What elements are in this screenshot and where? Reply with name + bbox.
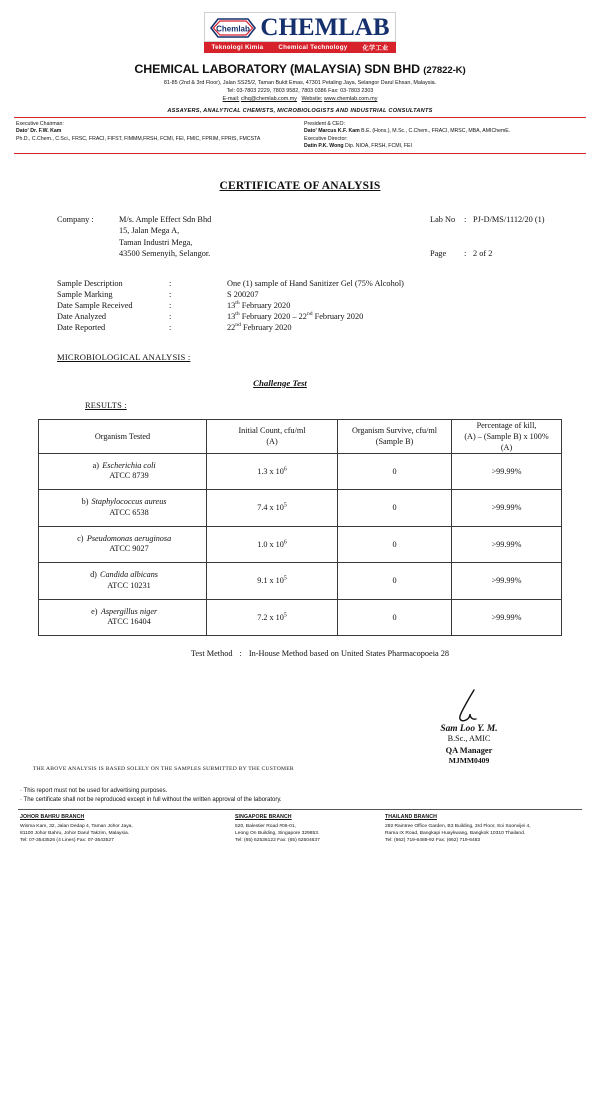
row-kill: >99.99% [452, 490, 562, 527]
officers-right-column [296, 121, 584, 151]
date-analyzed-label: Date Analyzed [57, 312, 107, 322]
date-received-label: Date Sample Received [57, 301, 133, 311]
company-name-heading [0, 62, 600, 76]
customer-and-meta-block [0, 214, 600, 260]
date-reported-colon: : [169, 323, 172, 333]
company-name-text: CHEMICAL LABORATORY (MALAYSIA) SDN BHD [134, 62, 420, 76]
chemlab-hexagon-icon [210, 17, 256, 39]
customer-address-line-4: 43500 Semenyih, Selangor. [119, 249, 211, 259]
row-initial-count [207, 453, 338, 490]
sample-marking-colon: : [169, 289, 172, 299]
branch-johor-bahru [20, 814, 235, 844]
branch-thailand-line-3: Tel: (662) 719-6488-92 Fax: (662) 719-6483 [385, 838, 481, 844]
header-kill-numerator: (A) – (Sample B) [464, 431, 522, 441]
row-kill: >99.99% [452, 563, 562, 600]
date-analyzed-colon: : [169, 312, 172, 322]
branch-singapore-line-3: Tel: (65) 62536122 Fax: (65) 62504637 [235, 838, 320, 844]
row-index: e) [91, 606, 98, 616]
header-kill-multiplier: x 100% [521, 431, 549, 441]
signatory-qualifications: B.Sc., AMIC [447, 734, 491, 743]
date-reported-month-year: February 2020 [240, 323, 292, 333]
signatory-role: QA Manager [445, 745, 493, 755]
row-initial-mantissa: 1.3 x 10 [257, 466, 284, 476]
row-organism-cell [39, 526, 207, 563]
logo-wordmark-text: CHEMLAB [260, 14, 390, 41]
row-atcc: ATCC 6538 [109, 507, 149, 517]
website-address[interactable]: www.chemlab.com.my [323, 96, 378, 103]
header-initial-count-line1: Initial Count, cfu/ml [238, 426, 306, 436]
logo-band-english: Chemical Technology [278, 44, 348, 51]
company-field-label: Company : [57, 214, 94, 224]
row-initial-exponent: 5 [283, 575, 287, 582]
company-registration-number: (27822-K) [423, 65, 466, 76]
executive-director-quals: Dip. NIOA, FRSH, FCMI, FEI [345, 143, 412, 150]
officers-block [0, 118, 600, 151]
row-species: Staphylococcus aureus [91, 497, 167, 507]
row-organism-cell [39, 453, 207, 490]
row-index: d) [90, 570, 97, 580]
row-species: Aspergillus niger [100, 606, 158, 616]
president-ceo-quals: B.E. (Hons.), M.Sc., C.Chem., FRACI, MRSC, MBA, AMIChemE. [361, 128, 511, 135]
date-analyzed-end-month-year: February 2020 [312, 312, 364, 322]
company-email-website-line [0, 95, 600, 103]
branch-thailand [385, 814, 586, 844]
row-initial-mantissa: 1.0 x 10 [257, 539, 284, 549]
row-initial-count [207, 563, 338, 600]
row-initial-mantissa: 9.1 x 10 [257, 576, 284, 586]
disclaimer-line-2: · The certificate shall not be reproduced except in full without the written approval of the laboratory. [20, 797, 282, 804]
header-kill-line1: Percentage of kill, [476, 420, 537, 430]
section-heading-microbiological-analysis: MICROBIOLOGICAL ANALYSIS : [57, 351, 191, 362]
test-method-value: In-House Method based on United States Pharmacopoeia 28 [248, 649, 450, 659]
row-initial-count [207, 526, 338, 563]
row-initial-exponent: 5 [283, 502, 287, 509]
date-reported-ordinal: nd [235, 322, 241, 329]
sample-description-label: Sample Description [57, 278, 123, 288]
challenge-test-title: Challenge Test [253, 377, 307, 388]
row-kill: >99.99% [452, 599, 562, 636]
row-initial-exponent: 6 [283, 539, 287, 546]
certificate-page [0, 12, 600, 860]
branch-johor-bahru-line-3: Tel: 07-3543526 (4 Lines) Fax: 07-3543527 [20, 838, 114, 844]
company-street-address: 81-85 (2nd & 3rd Floor), Jalan SS25/2, Taman Bukit Emas, 47301 Petaling Jaya, Selangor Darul Ehsan, Malaysia. [163, 80, 437, 86]
lab-no-colon: : [464, 214, 467, 224]
above-analysis-statement: THE ABOVE ANALYSIS IS BASED SOLELY ON THE SAMPLES SUBMITTED BY THE CUSTOMER [33, 766, 294, 772]
executive-director-line [304, 143, 584, 151]
row-species: Candida albicans [100, 570, 158, 580]
date-analyzed-end-ordinal: nd [306, 311, 313, 318]
signatory-id: MJMM0409 [448, 755, 490, 765]
executive-director-title: Executive Director: [304, 135, 348, 142]
sample-marking-value: S 200207 [227, 289, 259, 299]
page-label: Page [430, 248, 447, 258]
row-atcc: ATCC 8739 [109, 471, 149, 481]
date-reported-day: 22 [227, 323, 236, 333]
branch-offices-block [20, 814, 586, 844]
row-initial-mantissa: 7.2 x 10 [257, 612, 284, 622]
lab-no-label: Lab No [430, 214, 456, 224]
customer-address-line-3: Taman Industri Mega, [119, 237, 193, 247]
branch-singapore-title: SINGAPORE BRANCH [235, 814, 292, 820]
executive-chairman-name: Dato' Dr. F.W. Kam [16, 128, 62, 135]
executive-chairman-quals: Ph.D., C.Chem., C.Sci., FRSC, FRACI, FIFST, FIMMM,FRSH, FCMI, FEI, FMIC, FPRIM, FPRIS, FMCSTA [16, 135, 261, 142]
header-organism-tested: Organism Tested [39, 419, 207, 453]
page-title: CERTIFICATE OF ANALYSIS [219, 179, 381, 192]
branch-singapore-line-2: Leong On Building, Singapore 329853. [235, 831, 320, 837]
row-survive: 0 [338, 526, 452, 563]
executive-director-name: Datin P.K. Wong [304, 143, 344, 150]
branch-johor-bahru-title: JOHOR BAHRU BRANCH [20, 814, 85, 820]
lab-no-value: PJ-D/MS/1112/20 (1) [473, 214, 545, 224]
date-received-month-year: February 2020 [239, 301, 291, 311]
row-initial-count [207, 490, 338, 527]
header-organism-survive-line2: (Sample B) [375, 437, 414, 447]
test-method-label: Test Method [190, 649, 233, 659]
logo-tagline-band [204, 42, 396, 53]
company-logo [204, 12, 396, 53]
president-ceo-line [304, 128, 584, 136]
header-kill-denominator: (A) [500, 442, 513, 452]
row-index: a) [92, 460, 99, 470]
company-tagline: ASSAYERS, ANALYTICAL CHEMISTS, MICROBIOLOGISTS AND INDUSTRIAL CONSULTANTS [167, 107, 433, 114]
date-analyzed-start-day: 13 [227, 312, 236, 322]
row-organism-cell [39, 599, 207, 636]
email-address[interactable]: clhq@chemlab.com.my [240, 96, 297, 103]
handwritten-signature-icon [394, 688, 544, 726]
signatory-name: Sam Loo Y. M. [440, 724, 498, 734]
email-label: E-mail: [222, 96, 240, 103]
signature-block [394, 688, 544, 766]
page-row [430, 248, 600, 1096]
customer-address-line-2: 15, Jalan Mega A, [119, 226, 180, 236]
branch-johor-bahru-line-1: Wisma Kam, 32, Jalan Dedap 4, Taman Johor Jaya, [20, 824, 133, 830]
row-initial-count [207, 599, 338, 636]
customer-address-line-1: M/s. Ample Effect Sdn Bhd [119, 214, 212, 224]
lab-meta-block [430, 214, 580, 1096]
row-survive: 0 [338, 563, 452, 600]
row-atcc: ATCC 10231 [107, 580, 151, 590]
svg-text:Chemlab: Chemlab [216, 23, 251, 33]
header-initial-count-line2: (A) [266, 437, 278, 447]
date-received-colon: : [169, 301, 172, 311]
row-organism-cell [39, 490, 207, 527]
branch-singapore-line-1: 520, Balestier Road #06-01, [235, 824, 296, 830]
header-organism-survive-line1: Organism Survive, cfu/ml [351, 426, 438, 436]
president-ceo-title: President & CEO: [304, 120, 345, 127]
header-initial-count [207, 419, 338, 453]
date-reported-label: Date Reported [57, 323, 106, 333]
sample-description-colon: : [169, 278, 172, 288]
date-received-day: 13 [227, 301, 236, 311]
branch-singapore [235, 814, 385, 844]
website-label: Website: [301, 96, 323, 103]
branch-thailand-line-1: 282 Raintree Office Garden, B3 Building, 3rd Floor, Soi Soonvijei 4, [385, 824, 531, 830]
logo-wordmark-row [204, 12, 396, 42]
row-organism-cell [39, 563, 207, 600]
logo-band-chinese: 化学工业 [362, 45, 389, 52]
executive-chairman-title: Executive Chairman: [16, 120, 64, 127]
company-address-block [0, 79, 600, 104]
test-method-colon: : [239, 649, 242, 659]
row-survive: 0 [338, 599, 452, 636]
branch-thailand-title: THAILAND BRANCH [385, 814, 437, 820]
row-initial-exponent: 5 [283, 612, 287, 619]
row-species: Pseudomonas aeruginosa [86, 533, 172, 543]
row-initial-exponent: 6 [283, 466, 287, 473]
results-label: RESULTS : [85, 400, 127, 410]
header-red-divider-bottom [14, 153, 586, 154]
branch-johor-bahru-line-2: 81100 Johor Bahru, Johor Darul Takzim, Malaysia. [20, 831, 130, 837]
page-value: 2 of 2 [473, 248, 493, 258]
row-survive: 0 [338, 453, 452, 490]
row-species: Escherichia coli [102, 460, 156, 470]
row-index: b) [81, 497, 89, 507]
row-index: c) [77, 533, 84, 543]
footer-divider [18, 809, 582, 810]
date-received-ordinal: th [235, 300, 240, 307]
sample-marking-label: Sample Marking [57, 289, 113, 299]
branch-thailand-line-2: Rama IX Road, Bangkapi Huaykwang, Bangkok 10310 Thailand. [385, 831, 526, 837]
president-ceo-name: Dato' Marcus K.F. Kam [304, 128, 360, 135]
officers-left-column [16, 121, 296, 151]
date-analyzed-start-ordinal: th [235, 311, 240, 318]
disclaimer-line-1: · This report must not be used for advertising purposes. [20, 788, 168, 794]
logo-band-malay: Teknologi Kimia [211, 44, 264, 51]
row-kill: >99.99% [452, 526, 562, 563]
sample-description-value: One (1) sample of Hand Sanitizer Gel (75% Alcohol) [227, 278, 404, 288]
disclaimer-block [20, 787, 282, 806]
date-analyzed-middle: February 2020 – 22 [239, 312, 307, 322]
row-survive: 0 [338, 490, 452, 527]
page-colon: : [464, 248, 467, 258]
row-atcc: ATCC 9027 [109, 544, 149, 554]
company-telephone-line: Tel: 03-7803 2229, 7803 9582, 7803 0386 Fax: 03-7803 2303 [226, 88, 374, 95]
row-kill: >99.99% [452, 453, 562, 490]
lab-no-row [430, 214, 580, 225]
row-initial-mantissa: 7.4 x 10 [257, 503, 284, 513]
row-atcc: ATCC 16404 [107, 617, 151, 627]
